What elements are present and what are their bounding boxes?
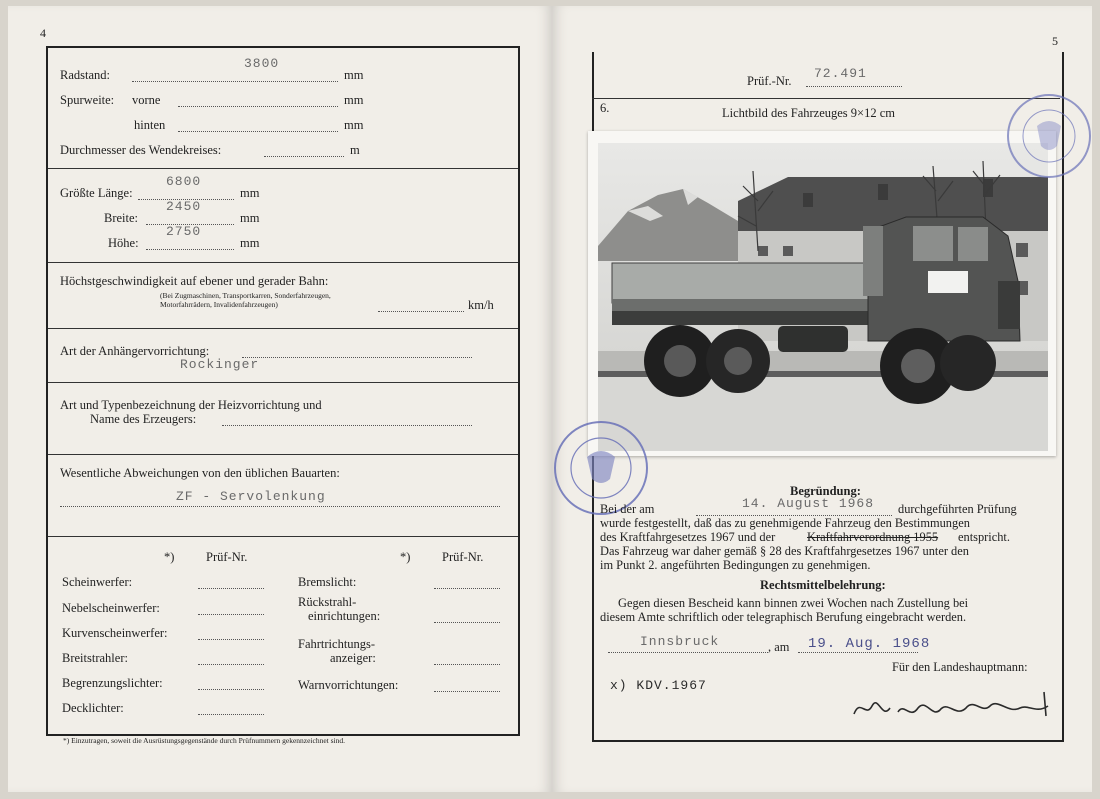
geschw-note-1: (Bei Zugmaschinen, Transportkarren, Sonderfahrzeugen, bbox=[160, 291, 331, 300]
nebelscheinwerfer-label: Nebelscheinwerfer: bbox=[62, 601, 160, 615]
scheinwerfer-line bbox=[198, 588, 264, 589]
section-divider bbox=[48, 262, 518, 263]
abweich-label: Wesentliche Abweichungen von den üblichen Bauarten: bbox=[60, 466, 340, 480]
begrenzungslichter-label: Begrenzungslichter: bbox=[62, 676, 163, 690]
warnvorrichtungen-line bbox=[434, 691, 500, 692]
stamp-emblem bbox=[1009, 96, 1089, 176]
breite-label: Breite: bbox=[104, 211, 139, 225]
vorne-label: vorne bbox=[132, 93, 161, 107]
footnote: *) Einzutragen, soweit die Ausrüstungsgegenstände durch Prüfnummern gekennzeichnet sind. bbox=[63, 736, 346, 745]
geschw-label: Höchstgeschwindigkeit auf ebener und gerader Bahn: bbox=[60, 274, 329, 288]
laenge-value: 6800 bbox=[166, 174, 202, 189]
left-page bbox=[8, 6, 552, 792]
right-page bbox=[552, 6, 1092, 792]
rueckstrahl-label-1: Rückstrahl- bbox=[298, 595, 357, 609]
page-number-left: 4 bbox=[40, 26, 46, 40]
signature bbox=[848, 684, 1058, 730]
anhaenger-value: Rockinger bbox=[180, 357, 260, 372]
place-line bbox=[608, 652, 768, 653]
lights-pruef-right: Prüf-Nr. bbox=[442, 550, 484, 564]
scheinwerfer-label: Scheinwerfer: bbox=[62, 575, 133, 589]
pruef-date: 14. August 1968 bbox=[742, 496, 875, 511]
radstand-value: 3800 bbox=[244, 56, 280, 71]
rueckstrahl-label-2: einrichtungen: bbox=[308, 609, 381, 623]
heiz-label-2: Name des Erzeugers: bbox=[90, 412, 197, 426]
warnvorrichtungen-label: Warnvorrichtungen: bbox=[298, 678, 399, 692]
signature-for: Für den Landeshauptmann: bbox=[892, 660, 1028, 674]
pruef-value: 72.491 bbox=[814, 66, 867, 81]
p1-line-2: wurde festgestellt, daß das zu genehmigende Fahrzeug den Bestimmungen bbox=[600, 516, 970, 530]
lichtbild-label: Lichtbild des Fahrzeuges 9×12 cm bbox=[722, 106, 895, 120]
bremslicht-line bbox=[434, 588, 500, 589]
section-number: 6. bbox=[600, 101, 610, 115]
lights-pruef-left: Prüf-Nr. bbox=[206, 550, 248, 564]
wendekreis-line bbox=[264, 156, 344, 157]
wendekreis-unit: m bbox=[350, 143, 360, 157]
page-number-right: 5 bbox=[1052, 34, 1058, 48]
breitstrahler-label: Breitstrahler: bbox=[62, 651, 128, 665]
hoehe-label: Höhe: bbox=[108, 236, 139, 250]
p1-line-4: Das Fahrzeug war daher gemäß § 28 des Kraftfahrgesetzes 1967 unter den bbox=[600, 544, 969, 558]
lights-star-right: *) bbox=[400, 550, 411, 564]
breite-value: 2450 bbox=[166, 199, 202, 214]
hinten-line bbox=[178, 131, 338, 132]
section-divider bbox=[48, 454, 518, 455]
lights-star-left: *) bbox=[164, 550, 175, 564]
section-divider bbox=[48, 168, 518, 169]
pruef-header bbox=[592, 52, 1060, 99]
hoehe-value: 2750 bbox=[166, 224, 202, 239]
truck-photo-image bbox=[588, 131, 1056, 456]
geschw-unit: km/h bbox=[468, 298, 494, 312]
anhaenger-label: Art der Anhängervorrichtung: bbox=[60, 344, 210, 358]
abweich-value: ZF - Servolenkung bbox=[176, 489, 326, 504]
vorne-unit: mm bbox=[344, 93, 364, 107]
technical-data-form bbox=[46, 46, 520, 736]
kurvenscheinwerfer-label: Kurvenscheinwerfer: bbox=[62, 626, 168, 640]
fahrtrichtung-label-1: Fahrtrichtungs- bbox=[298, 637, 376, 651]
pruef-line bbox=[806, 86, 902, 87]
reasoning-section bbox=[592, 464, 1060, 734]
breite-unit: mm bbox=[240, 211, 260, 225]
place: Innsbruck bbox=[640, 634, 720, 649]
am-label: , am bbox=[768, 640, 790, 654]
rm-line-1: Gegen diesen Bescheid kann binnen zwei Wochen nach Zustellung bei bbox=[618, 596, 969, 610]
rechtsmittel-title: Rechtsmittelbelehrung: bbox=[760, 578, 886, 592]
rm-line-2: diesem Amte schriftlich oder telegraphisch Berufung eingebracht werden. bbox=[600, 610, 967, 624]
begrenzungslichter-line bbox=[198, 689, 264, 690]
kurvenscheinwerfer-line bbox=[198, 639, 264, 640]
section-divider bbox=[48, 536, 518, 537]
section-divider bbox=[48, 328, 518, 329]
p1-line-3-struck: Kraftfahrverordnung 1955 bbox=[807, 530, 939, 544]
nebelscheinwerfer-line bbox=[198, 614, 264, 615]
geschw-line bbox=[378, 311, 464, 312]
radstand-line bbox=[132, 81, 338, 82]
pruef-label: Prüf.-Nr. bbox=[747, 74, 792, 88]
rueckstrahl-line bbox=[434, 622, 500, 623]
anhaenger-line bbox=[242, 357, 472, 358]
p1-line-5: im Punkt 2. angeführten Bedingungen zu genehmigen. bbox=[600, 558, 871, 572]
p1-bei-der-am: Bei der am bbox=[600, 502, 655, 516]
heiz-line bbox=[222, 425, 472, 426]
p1-line-3a: des Kraftfahrgesetzes 1967 und der bbox=[600, 530, 776, 544]
laenge-label: Größte Länge: bbox=[60, 186, 133, 200]
heiz-label-1: Art und Typenbezeichnung der Heizvorrichtung und bbox=[60, 398, 322, 412]
hoehe-unit: mm bbox=[240, 236, 260, 250]
geschw-note-2: Motorfahrrädern, Invalidenfahrzeugen) bbox=[160, 300, 278, 309]
radstand-label: Radstand: bbox=[60, 68, 110, 82]
vorne-line bbox=[178, 106, 338, 107]
decklichter-label: Decklichter: bbox=[62, 701, 124, 715]
fahrtrichtung-line bbox=[434, 664, 500, 665]
issue-date-stamp: 19. Aug. 1968 bbox=[808, 636, 931, 652]
vehicle-photo bbox=[588, 131, 1056, 456]
radstand-unit: mm bbox=[344, 68, 364, 82]
laenge-unit: mm bbox=[240, 186, 260, 200]
abweich-line bbox=[60, 506, 500, 507]
wendekreis-label: Durchmesser des Wendekreises: bbox=[60, 143, 222, 157]
p1-tail: durchgeführten Prüfung bbox=[898, 502, 1017, 516]
bremslicht-label: Bremslicht: bbox=[298, 575, 357, 589]
decklichter-line bbox=[198, 714, 264, 715]
kdv-note: x) KDV.1967 bbox=[610, 678, 707, 693]
official-stamp bbox=[1007, 94, 1091, 178]
hinten-label: hinten bbox=[134, 118, 166, 132]
breitstrahler-line bbox=[198, 664, 264, 665]
section-divider bbox=[48, 382, 518, 383]
p1-line-3b: entspricht. bbox=[958, 530, 1010, 544]
begruendung-title: Begründung: bbox=[790, 484, 861, 498]
hinten-unit: mm bbox=[344, 118, 364, 132]
issue-date-line bbox=[798, 652, 918, 653]
signature-scribble bbox=[848, 684, 1058, 730]
fahrtrichtung-label-2: anzeiger: bbox=[330, 651, 376, 665]
hoehe-line bbox=[146, 249, 234, 250]
spurweite-label: Spurweite: bbox=[60, 93, 115, 107]
